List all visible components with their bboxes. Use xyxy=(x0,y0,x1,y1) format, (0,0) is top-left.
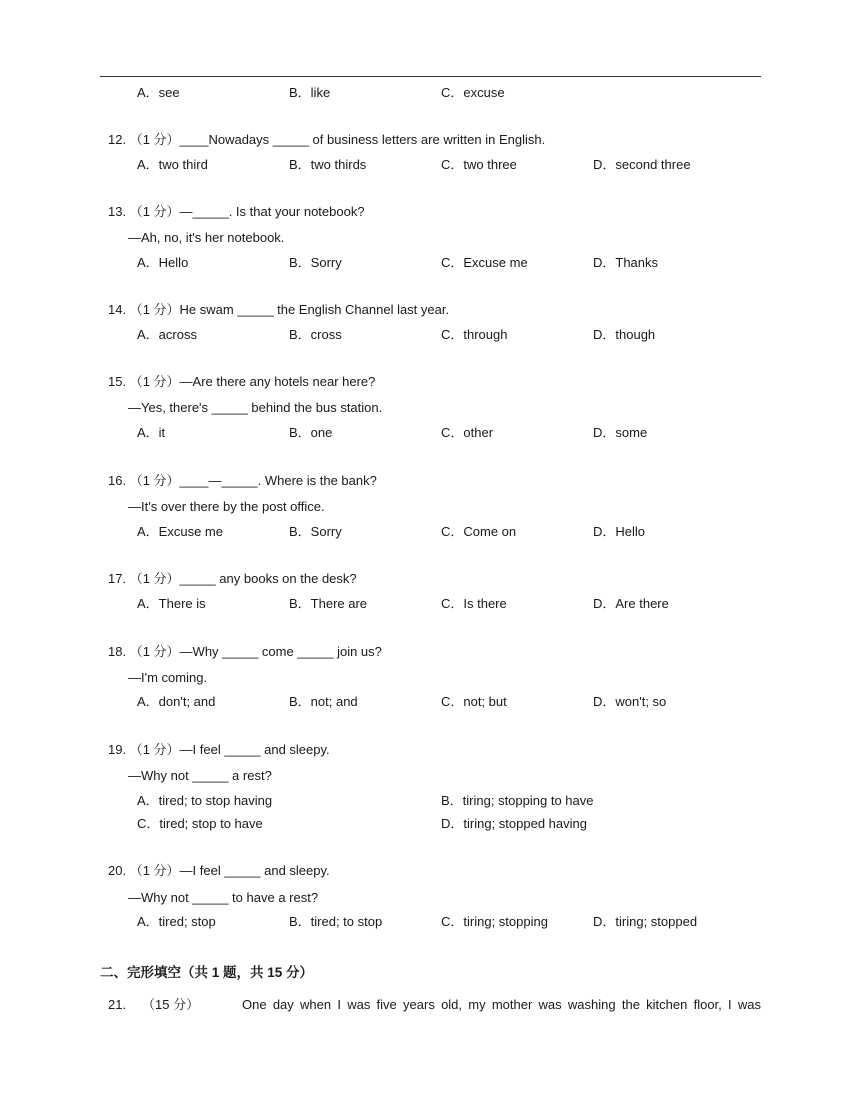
question-number: 18. xyxy=(108,644,127,659)
question-score: （1 分） xyxy=(129,374,180,389)
question-15-stem xyxy=(108,373,375,391)
question-score: （15 分） xyxy=(142,997,200,1012)
q18-option-d: D．won't; so xyxy=(593,694,667,709)
q15-option-c: C．other xyxy=(441,425,494,440)
question-14-stem xyxy=(108,301,449,319)
question-text: —Why _____ come _____ join us? xyxy=(179,644,382,659)
question-20-reply: —Why not _____ to have a rest? xyxy=(128,890,319,905)
q18-option-c: C．not; but xyxy=(441,694,507,709)
q11-option-c: C．excuse xyxy=(441,85,505,100)
q18-option-b: B．not; and xyxy=(289,694,358,709)
question-score: （1 分） xyxy=(129,644,180,659)
q17-option-d: D．Are there xyxy=(593,596,669,611)
question-score: （1 分） xyxy=(129,571,180,586)
q13-option-b: B．Sorry xyxy=(289,255,342,270)
question-20-stem xyxy=(108,862,330,880)
question-16-reply: —It's over there by the post office. xyxy=(128,499,325,514)
question-number: 13. xyxy=(108,204,127,219)
question-score: （1 分） xyxy=(129,863,180,878)
q13-option-d: D．Thanks xyxy=(593,255,659,270)
passage-text: One day when I was five years old, my mother was washing the kitchen floor, I was xyxy=(242,997,761,1012)
q19-option-c: C．tired; stop to have xyxy=(137,816,263,831)
question-number: 15. xyxy=(108,374,127,389)
question-text: He swam _____ the English Channel last year. xyxy=(179,302,450,317)
question-number: 16. xyxy=(108,473,127,488)
q19-option-a: A．tired; to stop having xyxy=(137,793,273,808)
question-13-reply: —Ah, no, it's her notebook. xyxy=(128,230,285,245)
question-score: （1 分） xyxy=(129,204,180,219)
question-number: 14. xyxy=(108,302,127,317)
question-19-stem xyxy=(108,741,330,759)
q13-option-a: A．Hello xyxy=(137,255,189,270)
q20-option-a: A．tired; stop xyxy=(137,914,216,929)
question-16-stem xyxy=(108,472,377,490)
section-heading: 二、完形填空（共 1 题，共 15 分） xyxy=(100,965,314,980)
question-number: 17. xyxy=(108,571,127,586)
question-number: 12. xyxy=(108,132,127,147)
question-score: （1 分） xyxy=(129,473,180,488)
question-text: ____Nowadays _____ of business letters are written in English. xyxy=(179,132,546,147)
q20-option-b: B．tired; to stop xyxy=(289,914,383,929)
q11-option-b: B．like xyxy=(289,85,331,100)
question-17-stem xyxy=(108,570,357,588)
question-text: —Are there any hotels near here? xyxy=(179,374,376,389)
q12-option-d: D．second three xyxy=(593,157,691,172)
q19-option-d: D．tiring; stopped having xyxy=(441,816,587,831)
q15-option-b: B．one xyxy=(289,425,333,440)
q11-option-a: A．see xyxy=(137,85,180,100)
question-15-reply: —Yes, there's _____ behind the bus station. xyxy=(128,400,383,415)
question-text: _____ any books on the desk? xyxy=(179,571,357,586)
question-12-stem xyxy=(108,131,545,149)
q13-option-c: C．Excuse me xyxy=(441,255,528,270)
q16-option-c: C．Come on xyxy=(441,524,517,539)
question-number: 19. xyxy=(108,742,127,757)
q18-option-a: A．don't; and xyxy=(137,694,216,709)
q19-option-b: B．tiring; stopping to have xyxy=(441,793,594,808)
question-18-stem xyxy=(108,643,382,661)
question-text: —_____. Is that your notebook? xyxy=(179,204,365,219)
question-text: ____—_____. Where is the bank? xyxy=(179,473,377,488)
question-text: —I feel _____ and sleepy. xyxy=(179,863,330,878)
q16-option-a: A．Excuse me xyxy=(137,524,223,539)
top-rule xyxy=(100,76,761,77)
q14-option-d: D．though xyxy=(593,327,656,342)
question-number: 21. xyxy=(108,997,127,1012)
q16-option-b: B．Sorry xyxy=(289,524,342,539)
question-18-reply: —I'm coming. xyxy=(128,670,208,685)
question-number: 20. xyxy=(108,863,127,878)
q15-option-a: A．it xyxy=(137,425,166,440)
q14-option-c: C．through xyxy=(441,327,508,342)
q17-option-b: B．There are xyxy=(289,596,368,611)
q16-option-d: D．Hello xyxy=(593,524,646,539)
q12-option-b: B．two thirds xyxy=(289,157,367,172)
question-19-reply: —Why not _____ a rest? xyxy=(128,768,272,783)
q20-option-d: D．tiring; stopped xyxy=(593,914,698,929)
question-13-stem xyxy=(108,203,365,221)
q17-option-c: C．Is there xyxy=(441,596,507,611)
question-text: —I feel _____ and sleepy. xyxy=(179,742,330,757)
q12-option-c: C．two three xyxy=(441,157,517,172)
q14-option-a: A．across xyxy=(137,327,197,342)
q20-option-c: C．tiring; stopping xyxy=(441,914,548,929)
q14-option-b: B．cross xyxy=(289,327,342,342)
q12-option-a: A．two third xyxy=(137,157,208,172)
question-21-passage xyxy=(108,996,761,1014)
q17-option-a: A．There is xyxy=(137,596,206,611)
question-score: （1 分） xyxy=(129,132,180,147)
question-score: （1 分） xyxy=(129,302,180,317)
question-score: （1 分） xyxy=(129,742,180,757)
q15-option-d: D．some xyxy=(593,425,648,440)
